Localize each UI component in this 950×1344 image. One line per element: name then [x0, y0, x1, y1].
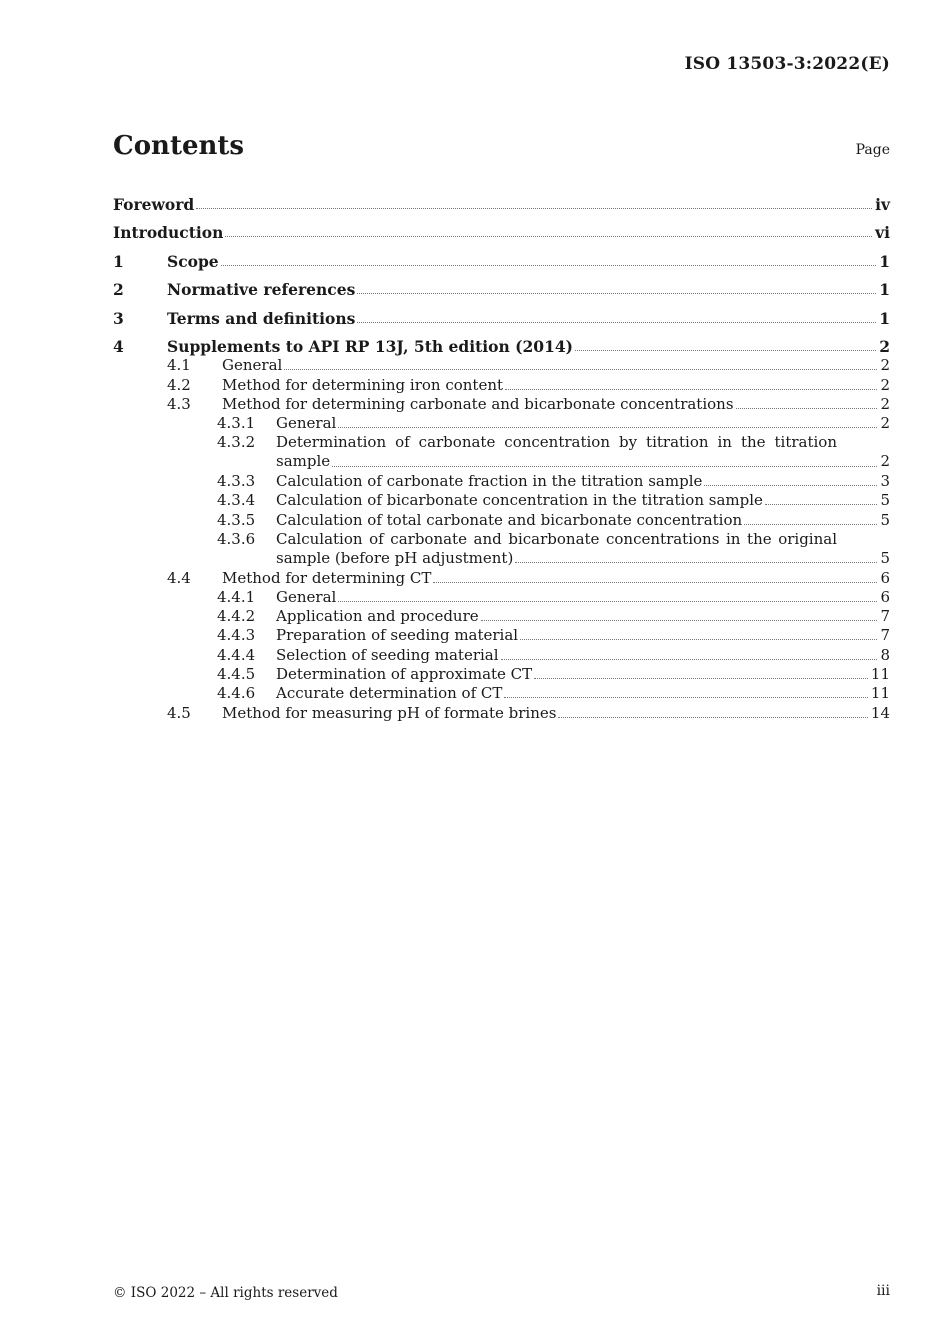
toc-entry-4-4-3[interactable]: [113, 626, 890, 645]
toc-entry-4-3-2[interactable]: [113, 433, 890, 472]
toc-entry-title: Method for determining iron content: [222, 375, 504, 394]
footer-page-number: iii: [876, 1283, 890, 1299]
toc-entry-title: Terms and definitions: [167, 308, 356, 328]
toc-entry-number: 4.1: [167, 356, 191, 375]
toc-entry-4-4-4[interactable]: [113, 645, 890, 664]
toc-entry-page: 7: [880, 607, 890, 626]
toc-entry-scope[interactable]: [113, 242, 890, 271]
toc-entry-number: 1: [113, 251, 124, 271]
toc-entry-4-4-5[interactable]: [113, 665, 890, 684]
toc-entry-title: Normative references: [167, 280, 356, 299]
toc-entry-4-4-2[interactable]: [113, 607, 890, 626]
toc-entry-number: 4.4.5: [217, 665, 256, 684]
toc-entry-title: Application and procedure: [276, 607, 479, 626]
toc-entry-foreword[interactable]: [113, 185, 890, 214]
toc-leader: [433, 582, 877, 583]
toc-leader: [338, 427, 877, 428]
toc-entry-page: 2: [880, 414, 890, 433]
toc-entry-title: Method for determining CT: [222, 568, 432, 587]
toc-entry-title-line1: Calculation of carbonate and bicarbonate concentrations in the original: [276, 529, 837, 548]
toc-entry-4-4-1[interactable]: [113, 588, 890, 607]
toc-entry-4-3-3[interactable]: [113, 472, 890, 491]
toc-entry-title: Determination of approximate CT: [276, 665, 533, 684]
toc-entry-page: 5: [880, 491, 890, 510]
toc-entry-title: Introduction: [113, 223, 224, 242]
toc-leader: [501, 659, 878, 660]
toc-entry-4-1[interactable]: [113, 356, 890, 375]
toc-entry-page: 1: [879, 251, 890, 271]
toc-entry-4-5[interactable]: [113, 703, 890, 722]
toc-entry-number: 4.3.3: [217, 472, 256, 491]
toc-entry-4-4-6[interactable]: [113, 684, 890, 703]
toc-entry-number: 4.4.6: [217, 684, 256, 703]
toc-entry-page: 11: [870, 684, 890, 703]
page-title: Contents: [113, 131, 245, 161]
toc-entry-title-line2: sample (before pH adjustment): [276, 548, 514, 567]
toc-entry-page: 1: [879, 308, 890, 328]
toc-entry-title-line2: sample: [276, 452, 331, 471]
toc-entry-number: 4.3.6: [217, 529, 256, 548]
toc-entry-number: 4.5: [167, 703, 191, 722]
toc-leader: [704, 485, 877, 486]
toc-entry-page: 7: [880, 626, 890, 645]
toc-entry-title: Calculation of total carbonate and bicarbonate concentration: [276, 510, 743, 529]
toc-leader: [520, 639, 877, 640]
toc-entry-4-2[interactable]: [113, 375, 890, 394]
toc-leader: [332, 466, 877, 467]
toc-entry-page: 5: [880, 548, 890, 567]
toc-leader: [481, 620, 878, 621]
toc-entry-number: 4: [113, 337, 124, 356]
toc-leader: [505, 389, 877, 390]
toc-entry-page: 2: [880, 375, 890, 394]
toc-entry-title: Calculation of carbonate fraction in the titration sample: [276, 472, 703, 491]
toc-entry-title: Calculation of bicarbonate concentration in the titration sample: [276, 491, 763, 510]
toc-entry-page: vi: [875, 223, 890, 242]
toc-entry-page: 2: [879, 337, 890, 356]
toc-entry-page: 1: [879, 280, 890, 299]
toc-entry-title: Foreword: [113, 194, 195, 214]
toc-entry-4-3-6[interactable]: [113, 530, 890, 569]
toc-entry-page: 6: [880, 587, 890, 606]
toc-leader: [225, 236, 872, 237]
toc-entry-page: 14: [870, 703, 890, 722]
toc-entry-4-3-4[interactable]: [113, 491, 890, 510]
toc-entry-page: 8: [880, 645, 890, 664]
toc-leader: [515, 562, 877, 563]
toc-entry-number: 4.3: [167, 394, 191, 413]
toc-entry-page: 6: [880, 568, 890, 587]
toc-leader: [558, 717, 867, 718]
toc-entry-page: 2: [880, 394, 890, 413]
toc-leader: [736, 408, 878, 409]
toc-entry-4-3[interactable]: [113, 395, 890, 414]
toc-entry-title: General: [276, 414, 337, 433]
table-of-contents: [113, 185, 890, 723]
toc-leader: [338, 601, 877, 602]
toc-entry-4-4[interactable]: [113, 568, 890, 587]
toc-entry-number: 2: [113, 280, 124, 299]
footer-copyright: © ISO 2022 – All rights reserved: [113, 1285, 338, 1301]
toc-entry-page: 5: [880, 510, 890, 529]
toc-entry-page: iv: [875, 194, 890, 214]
toc-leader: [534, 678, 868, 679]
toc-entry-number: 4.4.3: [217, 626, 256, 645]
toc-entry-number: 4.4.1: [217, 587, 256, 606]
toc-entry-page: 3: [880, 472, 890, 491]
toc-entry-title: Supplements to API RP 13J, 5th edition (2014): [167, 337, 573, 356]
toc-entry-number: 4.4: [167, 568, 191, 587]
toc-entry-number: 4.3.2: [217, 433, 256, 452]
toc-entry-page: 2: [880, 356, 890, 375]
toc-leader: [504, 697, 868, 698]
toc-entry-normative-references[interactable]: [113, 271, 890, 300]
toc-leader: [196, 208, 872, 209]
toc-entry-title: Scope: [167, 251, 219, 271]
toc-entry-4-3-1[interactable]: [113, 414, 890, 433]
toc-entry-number: 4.4.2: [217, 607, 256, 626]
toc-entry-title: Accurate determination of CT: [276, 684, 503, 703]
toc-leader: [284, 369, 877, 370]
toc-entry-number: 4.3.5: [217, 510, 256, 529]
toc-entry-title: Method for measuring pH of formate brines: [222, 703, 557, 722]
toc-entry-page: 2: [880, 452, 890, 471]
toc-entry-number: 4.3.4: [217, 491, 256, 510]
page-column-label: Page: [855, 142, 890, 158]
toc-entry-title-line1: Determination of carbonate concentration by titration in the titration: [276, 433, 837, 452]
standard-id: ISO 13503-3:2022(E): [684, 54, 890, 74]
toc-leader: [744, 524, 877, 525]
toc-entry-number: 4.3.1: [217, 414, 256, 433]
toc-entry-title: Method for determining carbonate and bicarbonate concentrations: [222, 394, 734, 413]
toc-entry-page: 11: [870, 665, 890, 684]
toc-entry-title: General: [222, 356, 283, 375]
toc-entry-4-3-5[interactable]: [113, 510, 890, 529]
toc-entry-number: 4.2: [167, 375, 191, 394]
toc-leader: [221, 265, 877, 266]
toc-entry-number: 4.4.4: [217, 645, 256, 664]
toc-leader: [357, 293, 876, 294]
toc-entry-title: General: [276, 587, 337, 606]
toc-leader: [575, 350, 876, 351]
toc-leader: [765, 504, 878, 505]
toc-entry-terms-definitions[interactable]: [113, 299, 890, 328]
toc-entry-supplements[interactable]: [113, 328, 890, 357]
toc-leader: [357, 322, 876, 323]
toc-entry-number: 3: [113, 308, 124, 328]
toc-entry-introduction[interactable]: [113, 214, 890, 243]
toc-entry-title: Preparation of seeding material: [276, 626, 519, 645]
toc-entry-title: Selection of seeding material: [276, 645, 499, 664]
